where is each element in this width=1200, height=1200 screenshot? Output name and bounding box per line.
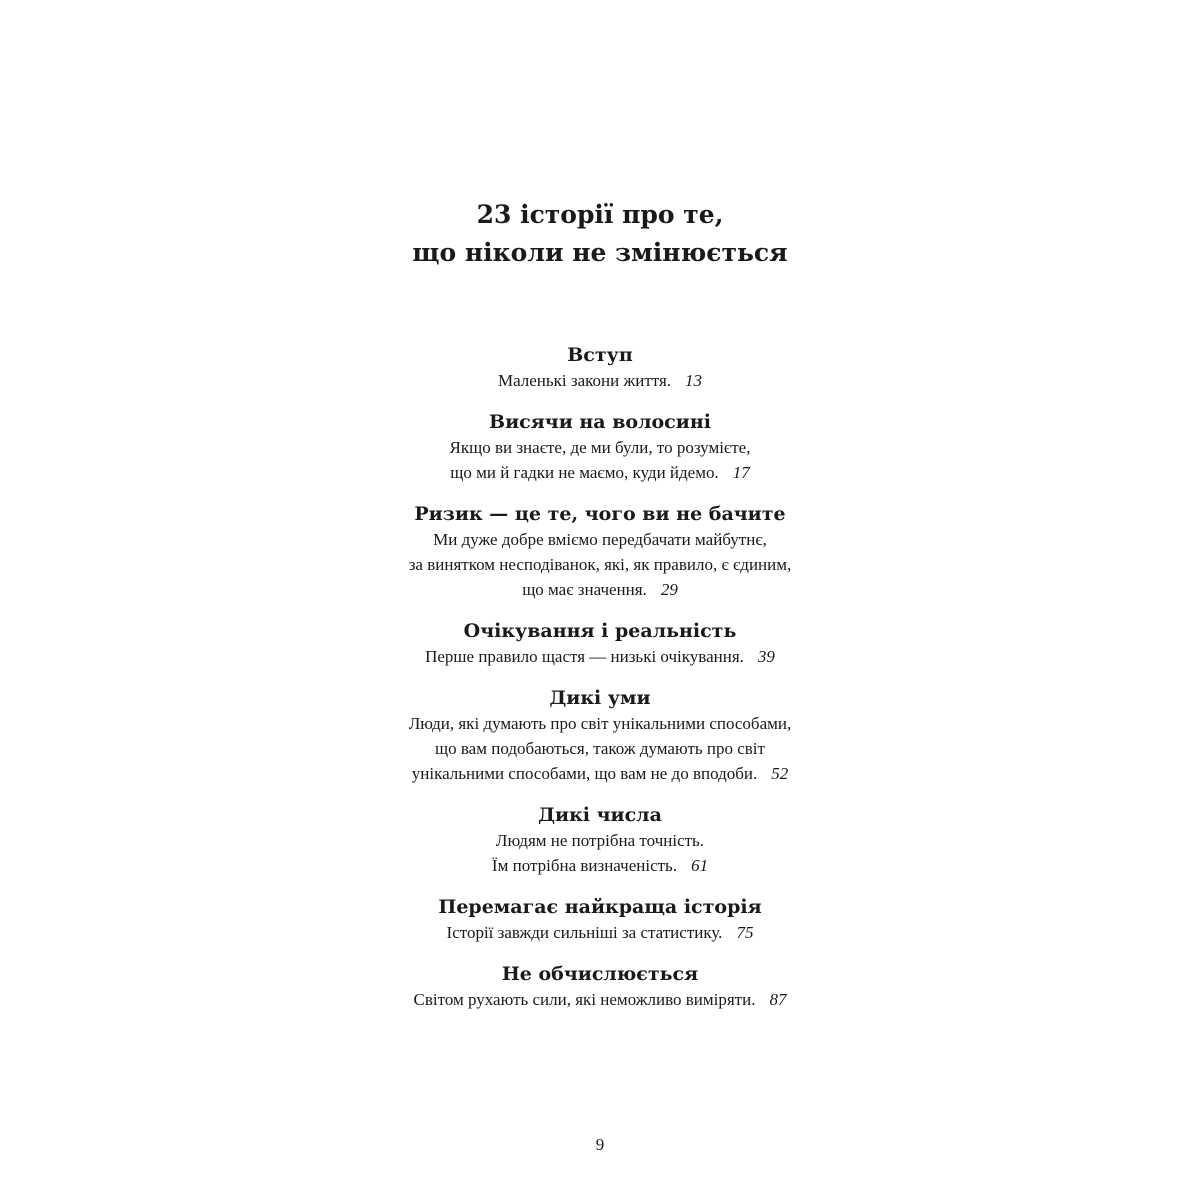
toc-entry — [0, 802, 1200, 878]
toc-entry-line: Маленькі закони життя. 13 — [497, 371, 703, 390]
toc-entry-heading: Вступ — [567, 344, 633, 366]
toc-entry — [0, 894, 1200, 945]
toc-page-number: 39 — [757, 647, 775, 666]
toc-entry-description — [0, 527, 1200, 602]
toc-page-number: 87 — [769, 990, 787, 1009]
toc-entry-heading: Дикі числа — [538, 804, 662, 826]
toc-entry-description — [0, 435, 1200, 485]
toc-entry-line: що має значення. 29 — [522, 580, 678, 599]
toc-page-number: 75 — [736, 923, 754, 942]
toc-entry-line: Історії завжди сильніші за статистику. 75 — [446, 923, 754, 942]
toc-page-number: 13 — [685, 371, 703, 390]
toc-entry-line: Їм потрібна визначеність. 61 — [491, 856, 709, 875]
toc-entry-line: Якщо ви знаєте, де ми були, то розумієте, — [449, 438, 751, 457]
toc-entry — [0, 685, 1200, 786]
toc-entry-heading: Не обчислюється — [501, 963, 699, 985]
toc-entry-line: за винятком несподіванок, які, як правило, є єдиним, — [408, 555, 792, 574]
toc-entry-line: Перше правило щастя — низькі очікування. 39 — [425, 647, 775, 666]
title-line-2: що ніколи не змінюється — [412, 238, 788, 267]
toc-page-number: 52 — [771, 764, 789, 783]
toc-entry-heading: Ризик — це те, чого ви не бачите — [414, 503, 786, 525]
toc-entry-description — [0, 920, 1200, 945]
toc-entry-heading: Дикі уми — [549, 687, 651, 709]
toc-entry-description — [0, 987, 1200, 1012]
title-line-1: 23 історії про те, — [476, 200, 724, 229]
toc-entry-heading: Перемагає найкраща історія — [438, 896, 762, 918]
toc-entry-description — [0, 368, 1200, 393]
page-number-footer: 9 — [595, 1135, 605, 1154]
toc-entry-line: Люди, які думають про світ унікальними способами, — [408, 714, 792, 733]
toc-entry-description — [0, 711, 1200, 786]
toc-entry-line: що вам подобаються, також думають про світ — [435, 739, 765, 758]
toc-entry-heading: Очікування і реальність — [463, 620, 737, 642]
toc-entry — [0, 618, 1200, 669]
toc-entry-line: Людям не потрібна точність. — [495, 831, 705, 850]
toc-entry — [0, 501, 1200, 602]
toc-entry-line: Світом рухають сили, які неможливо виміряти. 87 — [413, 990, 787, 1009]
toc-entry-line: що ми й гадки не маємо, куди йдемо. 17 — [450, 463, 750, 482]
toc-page-number: 29 — [660, 580, 678, 599]
toc-entry-description — [0, 828, 1200, 878]
toc-entry — [0, 409, 1200, 485]
toc-entry-line: унікальними способами, що вам не до вподоби. 52 — [411, 764, 789, 783]
toc-entry-description — [0, 644, 1200, 669]
table-of-contents — [0, 342, 1200, 1028]
toc-page-number: 61 — [691, 856, 709, 875]
toc-entry-line: Ми дуже добре вміємо передбачати майбутнє, — [433, 530, 767, 549]
toc-page-number: 17 — [732, 463, 750, 482]
toc-entry — [0, 961, 1200, 1012]
toc-entry-heading: Висячи на волосині — [489, 411, 711, 433]
page-title — [0, 196, 1200, 272]
toc-entry — [0, 342, 1200, 393]
